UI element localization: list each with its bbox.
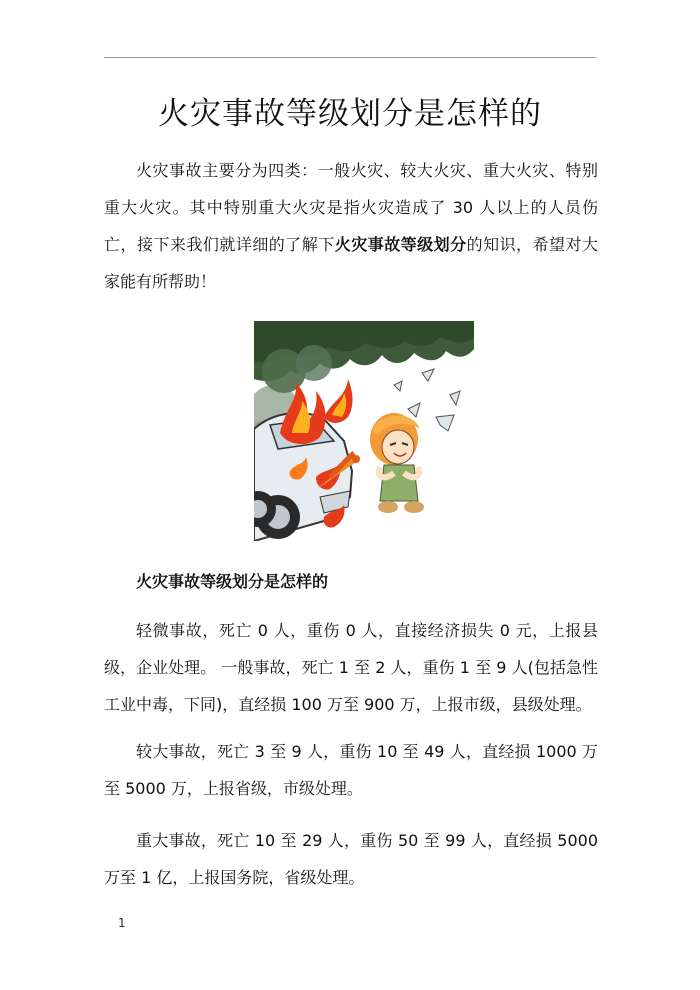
paragraph-minor-general-accidents: 轻微事故，死亡 0 人，重伤 0 人，直接经济损失 0 元，上报县级，企业处理。 一般事故，死亡 1 至 2 人，重伤 1 至 9 人(包括急性工业中毒，下同)，直经损 100 万至 900 万，上报市级，县级处理。 (104, 621, 598, 714)
page-number: 1 (118, 916, 126, 930)
intro-paragraph (104, 152, 598, 300)
header-rule (104, 57, 596, 58)
paragraph-serious-accidents: 重大事故，死亡 10 至 29 人，重伤 50 至 99 人，直经损 5000 万至 1 亿，上报国务院，省级处理。 (104, 831, 598, 887)
illustration-image (254, 321, 474, 541)
intro-text-start: 火灾事故主要分为四类：一般火灾、较大火灾、重大火灾、特别重大火灾。其中特别重大火灾是指火灾造成了 30 人以上的人员伤亡，接下来我们就详细的了解下 (104, 161, 598, 254)
paragraph-major-accidents: 较大事故，死亡 3 至 9 人，重伤 10 至 49 人，直经损 1000 万至 5000 万，上报省级，市级处理。 (104, 742, 598, 798)
section-heading: 火灾事故等级划分是怎样的 (136, 572, 329, 591)
intro-text-end: 的知识，希望对大家能有所帮助！ (104, 235, 598, 291)
fire-accident-illustration (254, 321, 474, 541)
intro-bold-keyword: 火灾事故等级划分 (334, 235, 467, 254)
page-title: 火灾事故等级划分是怎样的 (158, 96, 542, 132)
